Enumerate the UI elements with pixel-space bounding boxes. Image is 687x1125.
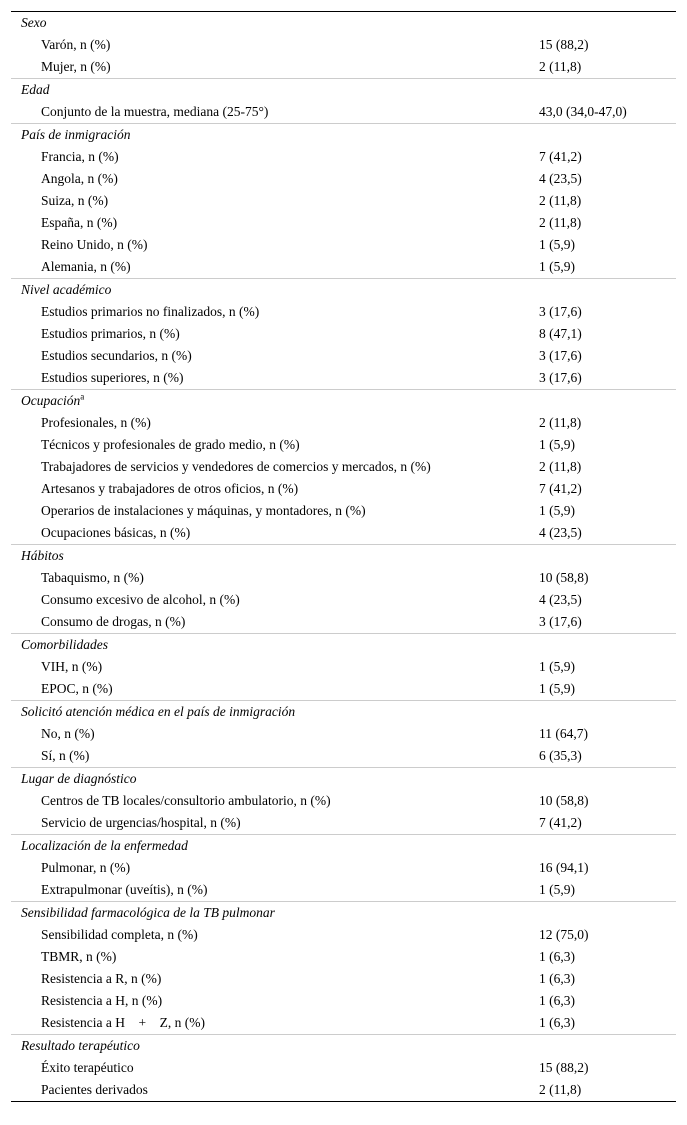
table-row [11,946,676,968]
row-value: 4 (23,5) [539,171,582,186]
row-value: 15 (88,2) [539,1060,589,1075]
table-row [11,990,676,1012]
row-label: Éxito terapéutico [41,1060,134,1075]
section-title-text: Lugar de diagnóstico [21,771,137,786]
table-row [11,857,676,879]
table-row [11,723,676,745]
section-title [21,279,111,301]
row-label: Trabajadores de servicios y vendedores de comercios y mercados, n (%) [41,459,431,474]
row-value: 7 (41,2) [539,481,582,496]
row-value: 4 (23,5) [539,592,582,607]
row-value: 1 (5,9) [539,681,575,696]
row-value: 10 (58,8) [539,793,589,808]
row-label: Francia, n (%) [41,149,119,164]
row-value: 3 (17,6) [539,614,582,629]
row-label: Conjunto de la muestra, mediana (25-75°) [41,104,269,119]
table-row [11,234,676,256]
row-value: 11 (64,7) [539,726,588,741]
row-value: 15 (88,2) [539,37,589,52]
row-label: Sensibilidad completa, n (%) [41,927,198,942]
row-label: Alemania, n (%) [41,259,131,274]
section-title [21,79,50,101]
section-header [11,544,676,567]
section-title [21,124,131,146]
section-title [21,634,108,656]
row-value: 1 (5,9) [539,659,575,674]
table-row [11,168,676,190]
table-row [11,256,676,278]
section-title-text: Solicitó atención médica en el país de inmigración [21,704,296,719]
row-value: 8 (47,1) [539,326,582,341]
row-value: 1 (5,9) [539,237,575,252]
section-title-text: Hábitos [21,548,64,563]
section-title [21,12,46,34]
row-value: 3 (17,6) [539,304,582,319]
section-header [11,834,676,857]
table-row [11,190,676,212]
row-label: Servicio de urgencias/hospital, n (%) [41,815,241,830]
section-header [11,767,676,790]
row-label: Pulmonar, n (%) [41,860,131,875]
row-label: España, n (%) [41,215,118,230]
row-value: 1 (6,3) [539,1015,575,1030]
section-title [21,1035,140,1057]
section-title [21,902,275,924]
row-label: Artesanos y trabajadores de otros oficios, n (%) [41,481,299,496]
section-title-text: Edad [21,82,50,97]
row-label: Sí, n (%) [41,748,90,763]
row-label: EPOC, n (%) [41,681,113,696]
row-label: Reino Unido, n (%) [41,237,148,252]
row-value: 1 (6,3) [539,993,575,1008]
row-label: Operarios de instalaciones y máquinas, y montadores, n (%) [41,503,366,518]
section-header [11,901,676,924]
table-row [11,56,676,78]
table-row [11,812,676,834]
row-value: 2 (11,8) [539,59,582,74]
table-row [11,101,676,123]
table-row [11,212,676,234]
row-value: 2 (11,8) [539,215,582,230]
row-label: Tabaquismo, n (%) [41,570,144,585]
section-header [11,389,676,412]
row-value: 1 (5,9) [539,882,575,897]
section-title [21,701,295,723]
row-label: Resistencia a H, n (%) [41,993,163,1008]
row-label: Consumo de drogas, n (%) [41,614,186,629]
table-row [11,879,676,901]
table-row [11,522,676,544]
section-header [11,1034,676,1057]
section-title [21,768,137,790]
row-label: Resistencia a H + Z, n (%) [41,1015,205,1030]
table-row [11,968,676,990]
table-row [11,790,676,812]
table-row [11,412,676,434]
table-row [11,1057,676,1079]
table-row [11,656,676,678]
row-value: 43,0 (34,0-47,0) [539,104,627,119]
row-label: Mujer, n (%) [41,59,111,74]
row-label: Profesionales, n (%) [41,415,151,430]
row-label: Centros de TB locales/consultorio ambulatorio, n (%) [41,793,331,808]
section-title [21,390,84,412]
row-value: 1 (5,9) [539,259,575,274]
row-label: Técnicos y profesionales de grado medio, n (%) [41,437,300,452]
row-value: 1 (5,9) [539,503,575,518]
row-label: VIH, n (%) [41,659,103,674]
table-row [11,34,676,56]
section-title-text: Localización de la enfermedad [21,838,188,853]
row-value: 16 (94,1) [539,860,589,875]
table-row [11,434,676,456]
row-label: Resistencia a R, n (%) [41,971,162,986]
row-label: TBMR, n (%) [41,949,117,964]
row-value: 2 (11,8) [539,193,582,208]
table-row [11,1079,676,1101]
table-row [11,478,676,500]
row-value: 1 (6,3) [539,971,575,986]
table-row [11,924,676,946]
characteristics-table [11,11,676,1102]
row-label: Consumo excesivo de alcohol, n (%) [41,592,240,607]
row-value: 7 (41,2) [539,149,582,164]
row-value: 4 (23,5) [539,525,582,540]
row-label: Extrapulmonar (uveítis), n (%) [41,882,208,897]
row-value: 3 (17,6) [539,348,582,363]
section-header [11,123,676,146]
table-row [11,456,676,478]
row-value: 7 (41,2) [539,815,582,830]
section-header [11,278,676,301]
section-title [21,545,64,567]
section-header [11,78,676,101]
table-row [11,146,676,168]
table-row [11,500,676,522]
table-row [11,745,676,767]
table-row [11,323,676,345]
section-title-text: País de inmigración [21,127,131,142]
section-title-text: Comorbilidades [21,637,109,652]
row-value: 12 (75,0) [539,927,589,942]
table-row [11,589,676,611]
section-title-text: Ocupación [21,393,81,408]
table-row [11,345,676,367]
table-row [11,678,676,700]
row-value: 10 (58,8) [539,570,589,585]
section-title-text: Sexo [21,15,47,30]
section-title [21,835,188,857]
row-value: 2 (11,8) [539,415,582,430]
section-title-text: Sensibilidad farmacológica de la TB pulmonar [21,905,275,920]
row-value: 6 (35,3) [539,748,582,763]
row-label: Estudios superiores, n (%) [41,370,184,385]
footnote-marker: a [80,391,85,402]
row-label: Suiza, n (%) [41,193,109,208]
row-label: Angola, n (%) [41,171,118,186]
row-label: Estudios primarios no finalizados, n (%) [41,304,260,319]
row-label: Estudios secundarios, n (%) [41,348,192,363]
table-row [11,567,676,589]
row-value: 1 (6,3) [539,949,575,964]
row-label: Ocupaciones básicas, n (%) [41,525,191,540]
row-value: 3 (17,6) [539,370,582,385]
section-title-text: Resultado terapéutico [21,1038,140,1053]
row-label: No, n (%) [41,726,95,741]
section-title-text: Nivel académico [21,282,112,297]
row-label: Varón, n (%) [41,37,111,52]
row-value: 2 (11,8) [539,1082,582,1097]
table-row [11,367,676,389]
section-header [11,12,676,34]
row-value: 1 (5,9) [539,437,575,452]
row-label: Pacientes derivados [41,1082,148,1097]
table-row [11,1012,676,1034]
section-header [11,700,676,723]
table-row [11,611,676,633]
table-row [11,301,676,323]
section-header [11,633,676,656]
row-label: Estudios primarios, n (%) [41,326,180,341]
row-value: 2 (11,8) [539,459,582,474]
